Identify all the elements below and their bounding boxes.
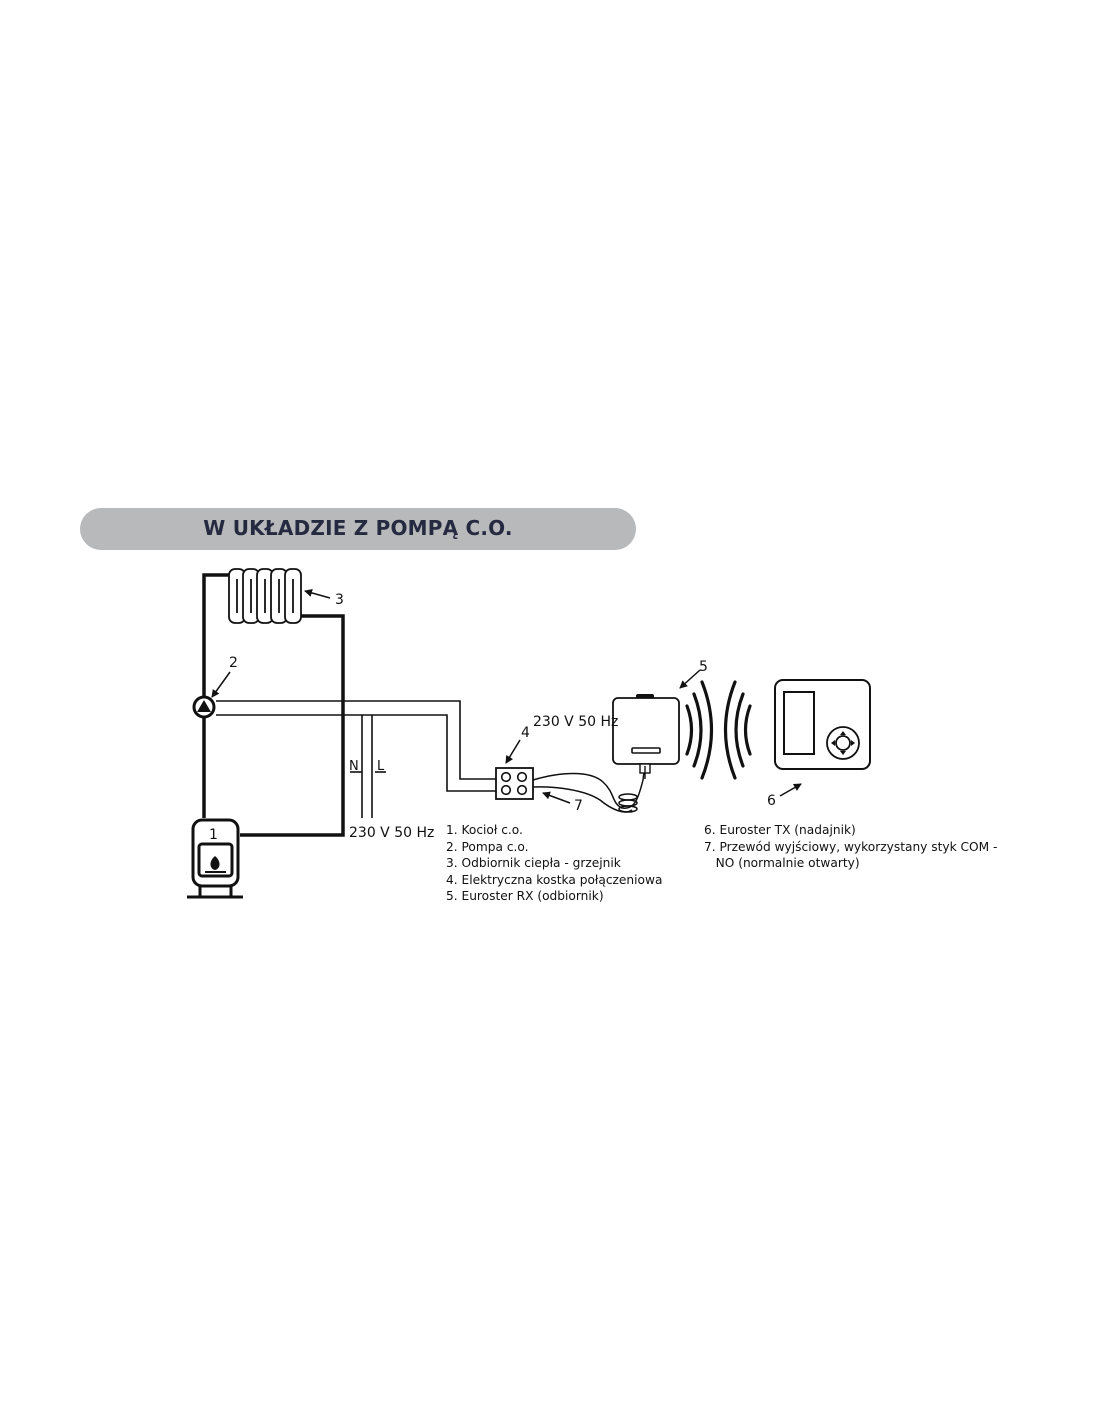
- label-2: 2: [229, 655, 238, 671]
- label-3: 3: [335, 592, 344, 608]
- legend-item: 2. Pompa c.o.: [446, 839, 529, 854]
- legend-item: 7. Przewód wyjściowy, wykorzystany styk COM -: [704, 839, 998, 854]
- thermostat-icon: [775, 680, 870, 769]
- legend-item: 3. Odbiornik ciepła - grzejnik: [446, 856, 621, 870]
- label-supply-main: 230 V 50 Hz: [349, 825, 435, 841]
- dpad-icon: [827, 727, 859, 759]
- signal-waves-icon: [687, 682, 750, 778]
- legend-item: 5. Euroster RX (odbiornik): [446, 889, 604, 903]
- label-5: 5: [699, 659, 708, 675]
- junction-box-icon: [496, 768, 533, 799]
- label-6: 6: [767, 793, 776, 809]
- label-1: 1: [209, 827, 218, 843]
- legend-item: NO (normalnie otwarty): [704, 856, 860, 870]
- section-title: W UKŁADZIE Z POMPĄ C.O.: [203, 516, 513, 540]
- label-supply-rx: 230 V 50 Hz: [533, 714, 619, 730]
- receiver-icon: [613, 694, 679, 779]
- legend-item: 6. Euroster TX (nadajnik): [704, 823, 856, 837]
- label-4: 4: [521, 725, 530, 741]
- radiator-icon: [229, 569, 301, 623]
- legend-item: 4. Elektryczna kostka połączeniowa: [446, 872, 663, 887]
- legend-item: 1. Kocioł c.o.: [446, 823, 523, 837]
- legend-right: [704, 822, 997, 872]
- label-neutral: N: [349, 759, 359, 774]
- label-7: 7: [574, 798, 583, 814]
- pump-icon: [194, 697, 214, 717]
- label-line: L: [377, 759, 385, 774]
- output-cable: [533, 764, 645, 812]
- legend-left: [446, 822, 662, 905]
